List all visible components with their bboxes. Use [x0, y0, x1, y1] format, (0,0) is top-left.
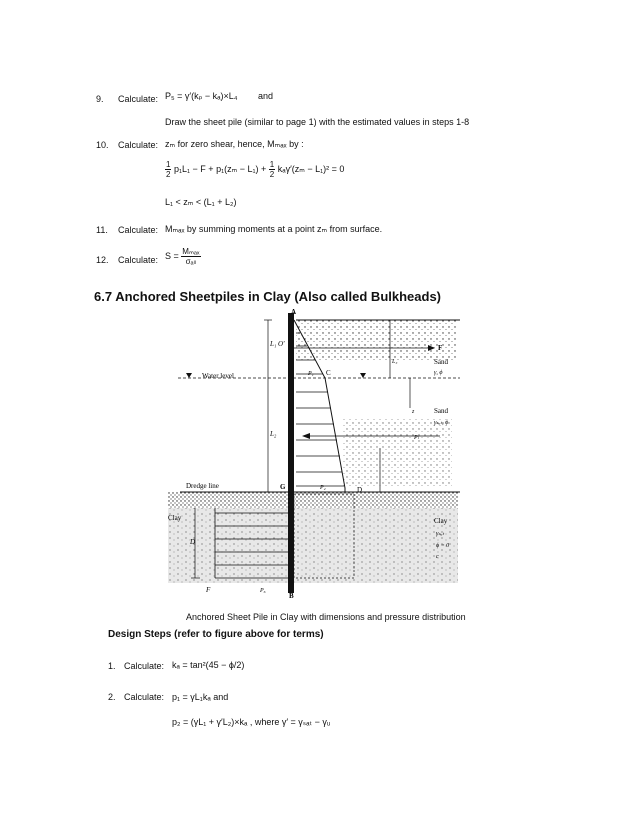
section-modulus-equation: S = $\frac{\text{Mₘₐₓ}}{\text{σₐₗₗ}}$ [165, 247, 200, 266]
label-D-left: D [190, 538, 196, 546]
p2-formula: p₂ = (γL₁ + γ′L₂)×kₐ , where γ′ = γₛₐₜ − γᵤ [172, 717, 331, 727]
label-F: F [438, 344, 443, 352]
label-sand2-props: γₛₐₜ, ϕ [434, 420, 449, 426]
label-clay-c: c [436, 554, 439, 560]
design-step-1-label: Calculate: [124, 661, 165, 671]
sheet-pile [288, 313, 294, 593]
label-sand2: Sand [434, 407, 448, 415]
label-clay-gamma: γₛₐₜ [436, 531, 445, 537]
label-sand: Sand [434, 358, 448, 366]
design-steps-heading: Design Steps (refer to figure above for terms) [108, 629, 324, 640]
label-B: B [289, 592, 294, 598]
label-P2: P₂ [320, 485, 326, 491]
label-dredge-line: Dredge line [186, 482, 219, 490]
anchored-sheetpile-figure [160, 308, 470, 598]
dredge-dense-band [168, 492, 458, 510]
label-O: O′ [278, 340, 285, 348]
label-water-level: Water level [202, 372, 234, 380]
label-C: C [326, 369, 331, 377]
step-9-label: Calculate: [118, 94, 159, 104]
step-11-text: Mₘₐₓ by summing moments at a point zₘ from surface. [165, 224, 383, 234]
label-A: A [291, 308, 297, 316]
step-11-label: Calculate: [118, 225, 159, 235]
zm-range: L₁ < zₘ < (L₁ + L₂) [165, 197, 237, 207]
label-P6: P₆ [260, 588, 266, 594]
label-clay-left: Clay [168, 514, 182, 522]
label-L3: L₃ [392, 359, 398, 365]
zero-shear-equation: $\frac{1}{2}$ p₁L₁ − F + p₁(zₘ − L₁) + $\frac{1}{2}$ kₐγ′(zₘ − L₁)² = 0 [166, 160, 345, 179]
clay-layer [168, 508, 458, 583]
figure-caption: Anchored Sheet Pile in Clay with dimensions and pressure distribution [186, 612, 466, 622]
step-10-label: Calculate: [118, 140, 159, 150]
saturated-sand-layer [342, 418, 452, 488]
half-fraction-2: $\frac{1}{2}$ [269, 160, 275, 179]
label-clay: Clay [434, 517, 448, 525]
step-10-number: 10. [96, 140, 109, 150]
label-P1: P₁ [308, 371, 314, 377]
design-step-2-formula: p₁ = γL₁kₐ and [172, 692, 229, 702]
label-z: z [412, 409, 415, 415]
design-step-1-formula: kₐ = tan²(45 − ϕ/2) [172, 660, 245, 670]
section-title: 6.7 Anchored Sheetpiles in Clay (Also called Bulkheads) [94, 289, 442, 304]
water-level-marker-right [360, 373, 366, 378]
step-12-number: 12. [96, 255, 109, 265]
label-D-right: D [357, 486, 363, 494]
step-9-suffix: and [258, 91, 274, 101]
step-12-label: Calculate: [118, 255, 159, 265]
label-Pf: Pₗ [414, 435, 419, 441]
label-clay-phi: ϕ = 0 [436, 543, 450, 549]
step-10-text: zₘ for zero shear, hence, Mₘₐₓ by : [165, 139, 304, 149]
label-sand-props: γ, ϕ [434, 370, 443, 376]
label-L1: L₁ [270, 340, 277, 348]
step-11-number: 11. [96, 225, 108, 235]
step-9-number: 9. [96, 94, 104, 104]
upper-sand-layer [296, 320, 456, 360]
step-9-formula: P₅ = γ′(kₚ − kₐ)×L₄ [165, 91, 238, 101]
design-step-1-number: 1. [108, 661, 116, 671]
resultant-force-arrow [302, 433, 310, 439]
water-level-marker-left [186, 373, 192, 378]
label-F-bottom: F [206, 586, 211, 594]
design-step-2-label: Calculate: [124, 692, 165, 702]
half-fraction: $\frac{1}{2}$ [166, 160, 171, 179]
design-step-2-number: 2. [108, 692, 116, 702]
section-modulus-fraction: $\frac{\text{Mₘₐₓ}}{\text{σₐₗₗ}}$ [182, 247, 200, 266]
draw-note: Draw the sheet pile (similar to page 1) with the estimated values in steps 1-8 [165, 117, 470, 127]
label-L2: L₂ [270, 430, 277, 438]
label-G: G [280, 483, 286, 491]
